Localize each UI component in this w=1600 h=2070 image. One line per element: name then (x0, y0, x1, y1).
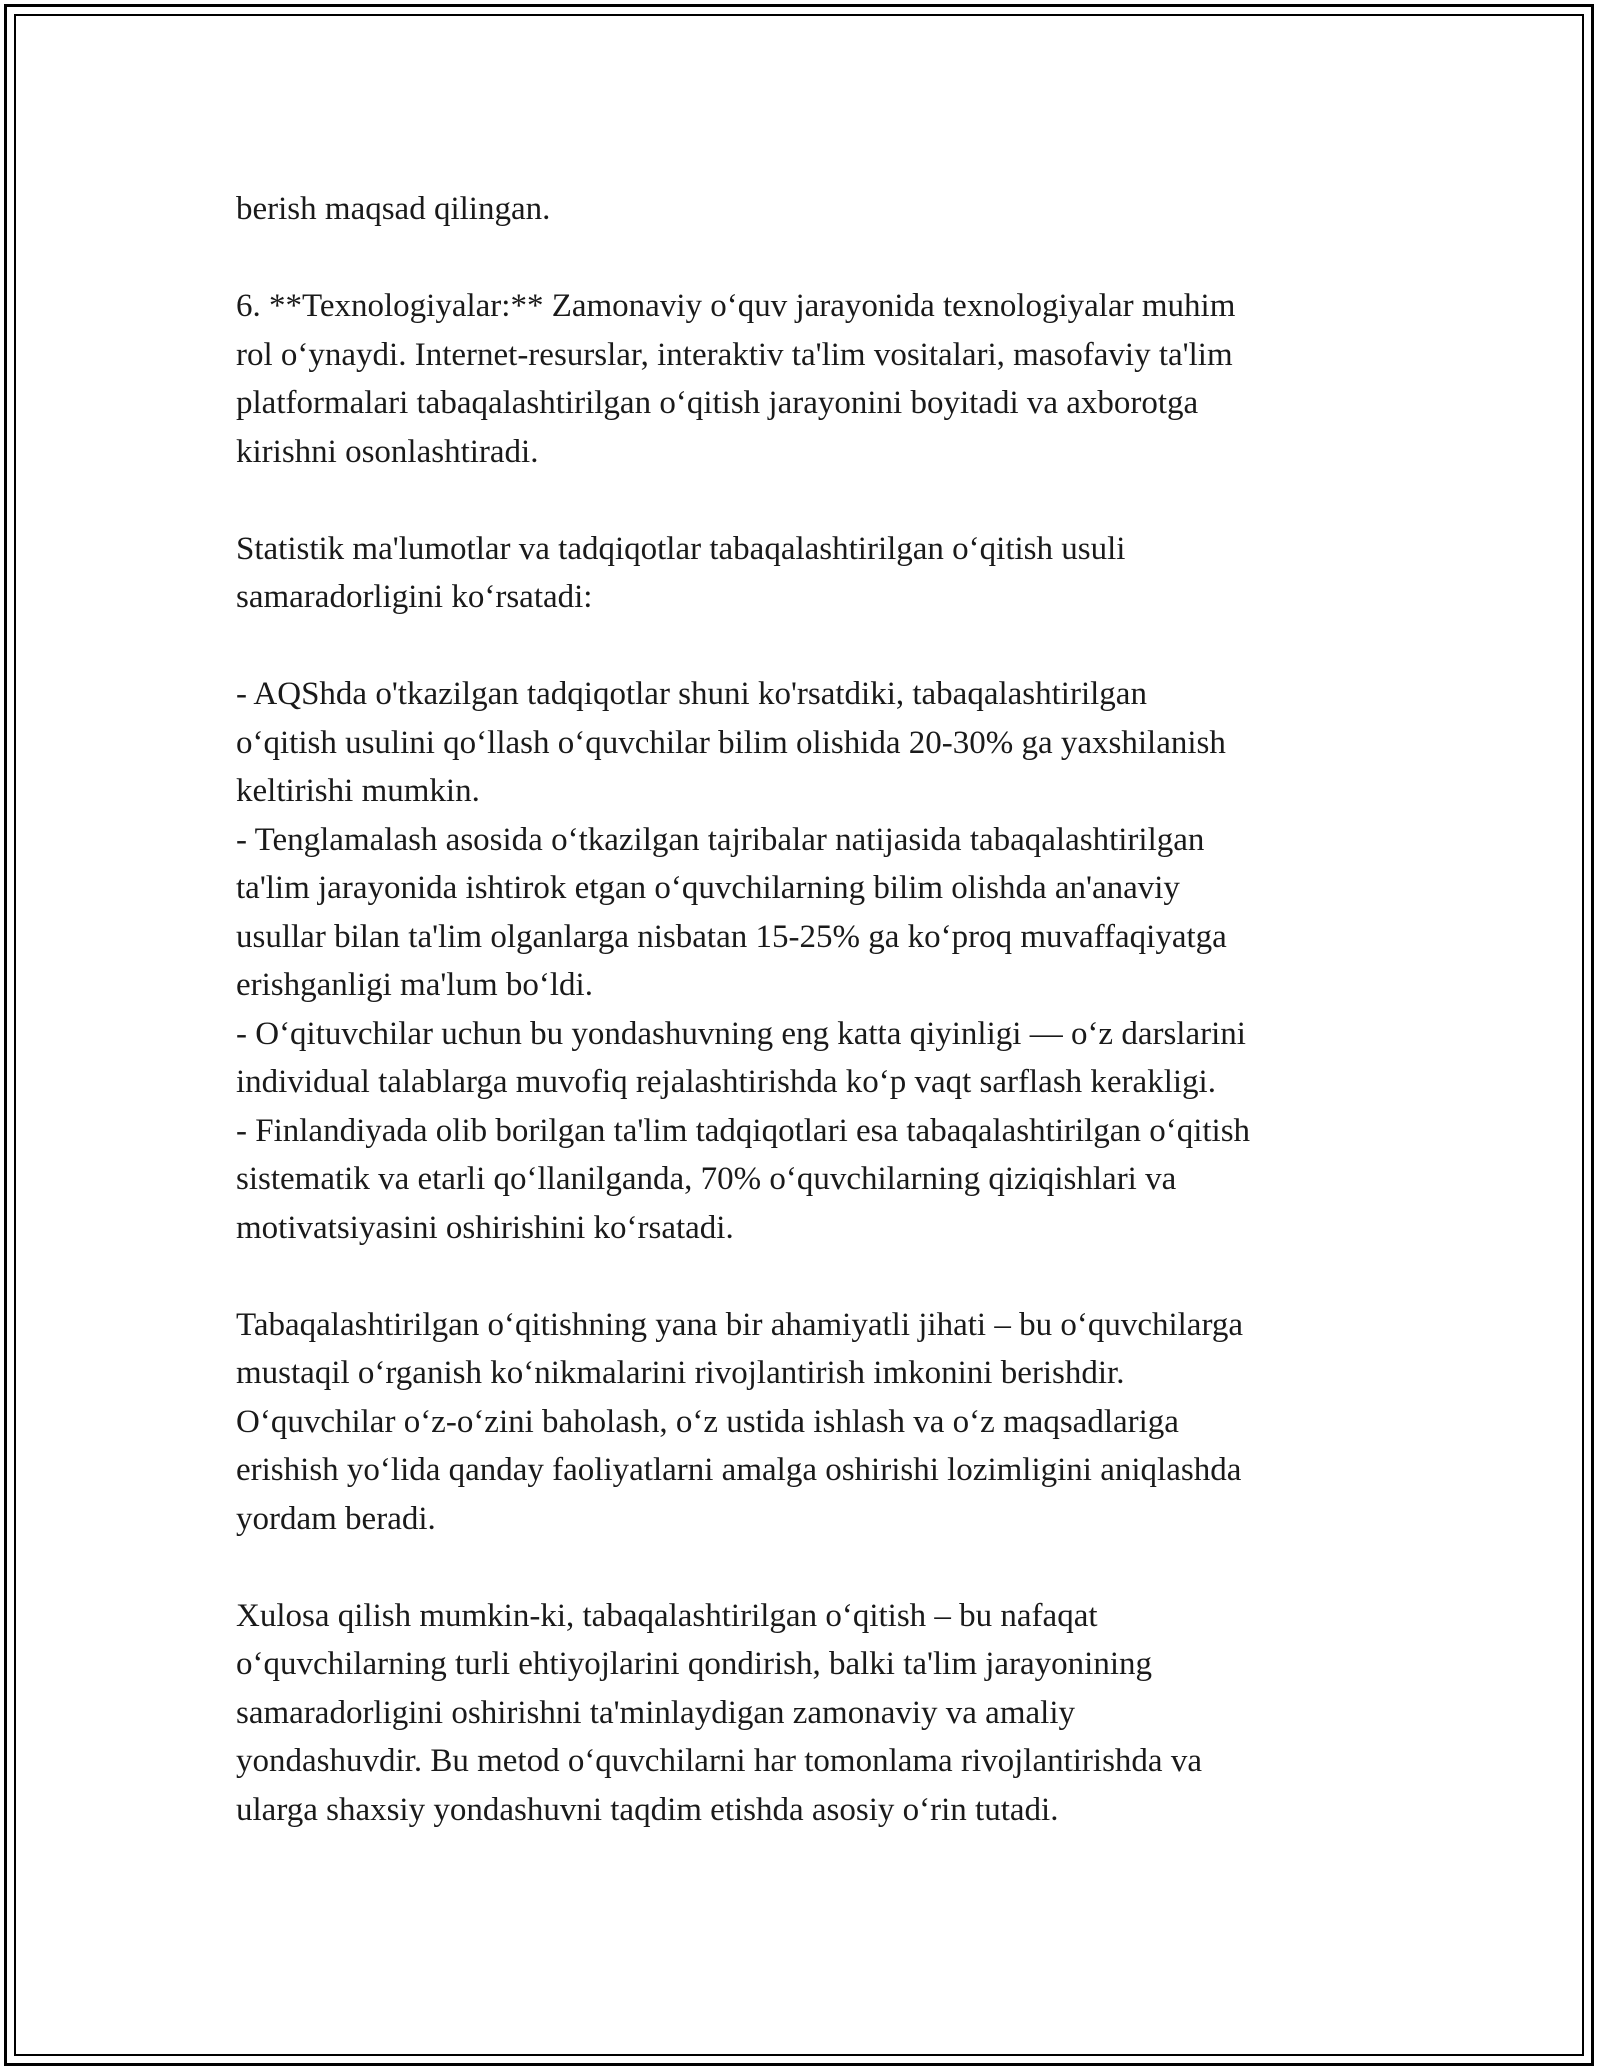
page-content (236, 185, 1396, 1834)
paragraph-continuation (236, 185, 1396, 234)
paragraph-gap (236, 622, 1396, 671)
text-line: Statistik ma'lumotlar va tadqiqotlar tabaqalashtirilgan o‘qitish usuli (236, 530, 1126, 567)
list-item-line: ta'lim jarayonida ishtirok etgan o‘quvchilarning bilim olishda an'anaviy (236, 870, 1180, 906)
paragraph-gap (236, 1252, 1396, 1301)
text-line: Tabaqalashtirilgan o‘qitishning yana bir ahamiyatli jihati – bu o‘quvchilarga (236, 1306, 1243, 1343)
paragraph-independent-learning (236, 1301, 1396, 1544)
list-item-line: sistematik va etarli qo‘llanilganda, 70% o‘quvchilarning qiziqishlari va (236, 1161, 1177, 1197)
text-line: yordam beradi. (236, 1500, 436, 1537)
text-line: samaradorligini ko‘rsatadi: (236, 579, 593, 615)
list-item-line: - Finlandiyada olib borilgan ta'lim tadqiqotlari esa tabaqalashtirilgan o‘qitish (236, 1112, 1251, 1149)
paragraph-statistics-intro (236, 525, 1396, 622)
list-item-line: keltirishi mumkin. (236, 773, 480, 809)
paragraph-gap (236, 476, 1396, 525)
list-item-line: erishganligi ma'lum bo‘ldi. (236, 967, 593, 1003)
paragraph-conclusion (236, 1592, 1396, 1835)
text-line: rol o‘ynaydi. Internet-resurslar, interaktiv ta'lim vositalari, masofaviy ta'lim (236, 336, 1233, 373)
list-item-line: o‘qitish usulini qo‘llash o‘quvchilar bilim olishida 20-30% ga yaxshilanish (236, 724, 1226, 761)
list-item-line: motivatsiyasini oshirishini ko‘rsatadi. (236, 1209, 734, 1246)
statistics-list (236, 670, 1396, 1252)
list-item-line: - Tenglamalash asosida o‘tkazilgan tajribalar natijasida tabaqalashtirilgan (236, 821, 1205, 858)
list-item-line: - AQShda o'tkazilgan tadqiqotlar shuni ko'rsatdiki, tabaqalashtirilgan (236, 676, 1147, 712)
paragraph-gap (236, 1543, 1396, 1592)
text-line: o‘quvchilarning turli ehtiyojlarini qondirish, balki ta'lim jarayonining (236, 1646, 1153, 1682)
list-item-line: individual talablarga muvofiq rejalashtirishda ko‘p vaqt sarflash kerakligi. (236, 1064, 1216, 1100)
paragraph-gap (236, 234, 1396, 283)
paragraph-technologies (236, 282, 1396, 476)
text-line: 6. **Texnologiyalar:** Zamonaviy o‘quv jarayonida texnologiyalar muhim (236, 288, 1236, 324)
text-line: Xulosa qilish mumkin-ki, tabaqalashtirilgan o‘qitish – bu nafaqat (236, 1597, 1098, 1634)
text-line: kirishni osonlashtiradi. (236, 433, 539, 470)
list-item-line: - O‘qituvchilar uchun bu yondashuvning eng katta qiyinligi — o‘z darslarini (236, 1015, 1246, 1052)
text-line: O‘quvchilar o‘z-o‘zini baholash, o‘z ustida ishlash va o‘z maqsadlariga (236, 1403, 1179, 1440)
text-line: samaradorligini oshirishni ta'minlaydigan zamonaviy va amaliy (236, 1694, 1075, 1731)
list-item-line: usullar bilan ta'lim olganlarga nisbatan 15-25% ga ko‘proq muvaffaqiyatga (236, 918, 1227, 955)
text-line: erishish yo‘lida qanday faoliyatlarni amalga oshirishi lozimligini aniqlashda (236, 1452, 1242, 1488)
text-line: ularga shaxsiy yondashuvni taqdim etishda asosiy o‘rin tutadi. (236, 1791, 1059, 1828)
text-line: yondashuvdir. Bu metod o‘quvchilarni har tomonlama rivojlantirishda va (236, 1743, 1202, 1779)
text-line: mustaqil o‘rganish ko‘nikmalarini rivojlantirish imkonini berishdir. (236, 1355, 1125, 1391)
text-line: berish maqsad qilingan. (236, 191, 551, 227)
text-line: platformalari tabaqalashtirilgan o‘qitish jarayonini boyitadi va axborotga (236, 385, 1199, 421)
